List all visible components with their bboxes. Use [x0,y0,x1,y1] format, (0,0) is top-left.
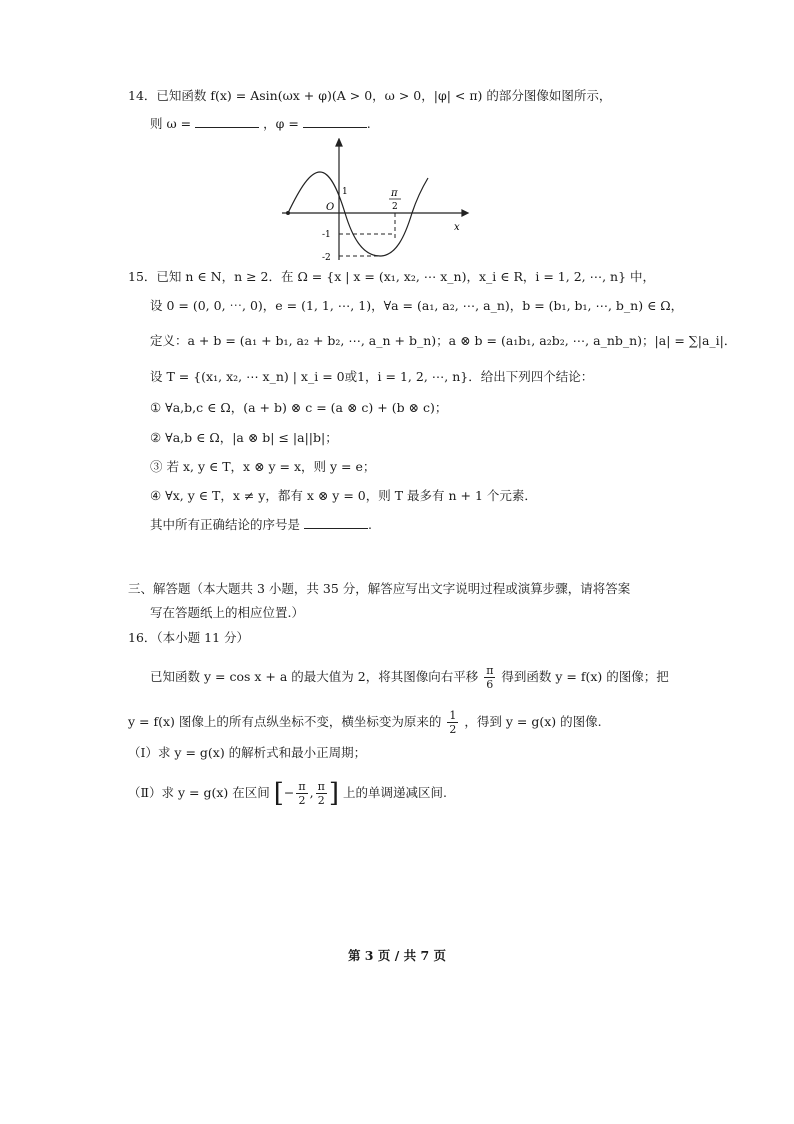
q15-ask-text: 其中所有正确结论的序号是 [150,517,301,532]
interval-left-fraction [296,780,307,807]
q16-line1-a: 已知函数 y = cos x + a 的最大值为 2，将其图像向右平移 [150,669,479,684]
q14-phi-label: ，φ = [263,116,299,131]
one-half-fraction [447,709,458,736]
right-bracket: ] [328,778,339,809]
q16-part1: （Ⅰ）求 y = g(x) 的解析式和最小正周期； [128,745,367,760]
omega-answer-blank[interactable] [195,115,259,128]
x-axis-arrow [462,210,468,216]
q15-line2: 设 0 = (0, 0, ⋯, 0)，e = (1, 1, ⋯, 1)，∀a = (a₁, a₂, ⋯, a_n)，b = (b₁, b₁, ⋯, b_n) ∈ Ω， [150,298,684,313]
x-label: x [454,222,460,233]
frac-den: 2 [317,794,325,807]
y-axis-arrow [336,139,342,146]
frac-num: π [486,664,494,677]
pi-half-den: 2 [392,202,398,212]
q16-part2: （Ⅱ）求 y = g(x) 在区间 [− $\frac{\pi}{2}$ , $\frac{\pi}{2}$ ] 上的单调递减区间. [128,778,447,809]
phi-answer-blank[interactable] [303,115,367,128]
frac-den: 6 [486,678,494,691]
q15-ask [150,516,372,534]
q14-omega-label: 则 ω = [150,116,192,131]
y-tick-1-label: 1 [342,187,348,197]
q15-answer-blank[interactable] [304,516,368,529]
origin-label: O [326,202,335,213]
q16-line1 [150,662,669,692]
page-footer: 第 3 页 / 共 7 页 [347,948,447,963]
frac-den: 2 [298,794,306,807]
q15-line4: 设 T = {(x₁, x₂, ⋯ x_n) | x_i = 0或1，i = 1, 2, ⋯, n}．给出下列四个结论： [150,369,594,384]
q15-ask-end: . [368,517,372,532]
q15-item1: ① ∀a,b,c ∈ Ω，(a + b) ⊗ c = (a ⊗ c) + (b ⊗ c)； [150,400,448,415]
pi-over-6-fraction [484,664,495,691]
frac-den: 2 [449,723,457,736]
q16-header: 16．（本小题 11 分） [128,630,250,645]
q15-line3: 定义：a + b = (a₁ + b₁, a₂ + b₂, ⋯, a_n + b_n)；a ⊗ b = (a₁b₁, a₂b₂, ⋯, a_nb_n)；|a| = ∑|a_i|． [150,333,737,348]
y-tick-neg1-label: -1 [322,230,331,240]
q16-part2-a: （Ⅱ）求 y = g(x) 在区间 [128,785,270,800]
q16-line2-b: ，得到 y = g(x) 的图像. [464,714,602,729]
q15-item4: ④ ∀x, y ∈ T，x ≠ y，都有 x ⊗ y = 0，则 T 最多有 n + 1 个元素． [150,488,537,503]
frac-num: π [317,780,325,793]
section3-line1: 三、解答题（本大题共 3 小题，共 35 分，解答应写出文字说明过程或演算步骤，请将答案 [128,581,631,596]
y-tick-neg2-label: -2 [322,253,331,263]
q16-line2 [128,707,602,737]
q15-item2: ② ∀a,b ∈ Ω，|a ⊗ b| ≤ |a||b|； [150,430,338,445]
interval-right-fraction [316,780,327,807]
sine-graph [278,138,478,263]
q15-item3: ③ 若 x, y ∈ T，x ⊗ y = x，则 y = e； [150,459,376,474]
start-point [286,211,290,215]
frac-num: π [298,780,306,793]
q14-line2 [150,115,371,133]
q14-line1: 14．已知函数 f(x) = Asin(ωx + φ)(A > 0，ω > 0，|φ| < π) 的部分图像如图所示， [128,88,612,103]
left-bracket: [ [273,778,284,809]
frac-num: 1 [449,709,457,722]
q16-line2-a: y = f(x) 图像上的所有点纵坐标不变，横坐标变为原来的 [128,714,442,729]
q15-line1: 15．已知 n ∈ N，n ≥ 2．在 Ω = {x | x = (x₁, x₂, ⋯ x_n)，x_i ∈ R，i = 1, 2, ⋯, n} 中， [128,269,656,284]
sine-curve [288,172,428,256]
section3-line2: 写在答题纸上的相应位置.） [150,605,304,620]
pi-half-num: π [391,188,398,199]
q16-line1-b: 得到函数 y = f(x) 的图像；把 [501,669,669,684]
q16-part2-b: 上的单调递减区间. [342,785,447,800]
q14-end-dot: . [366,116,371,131]
